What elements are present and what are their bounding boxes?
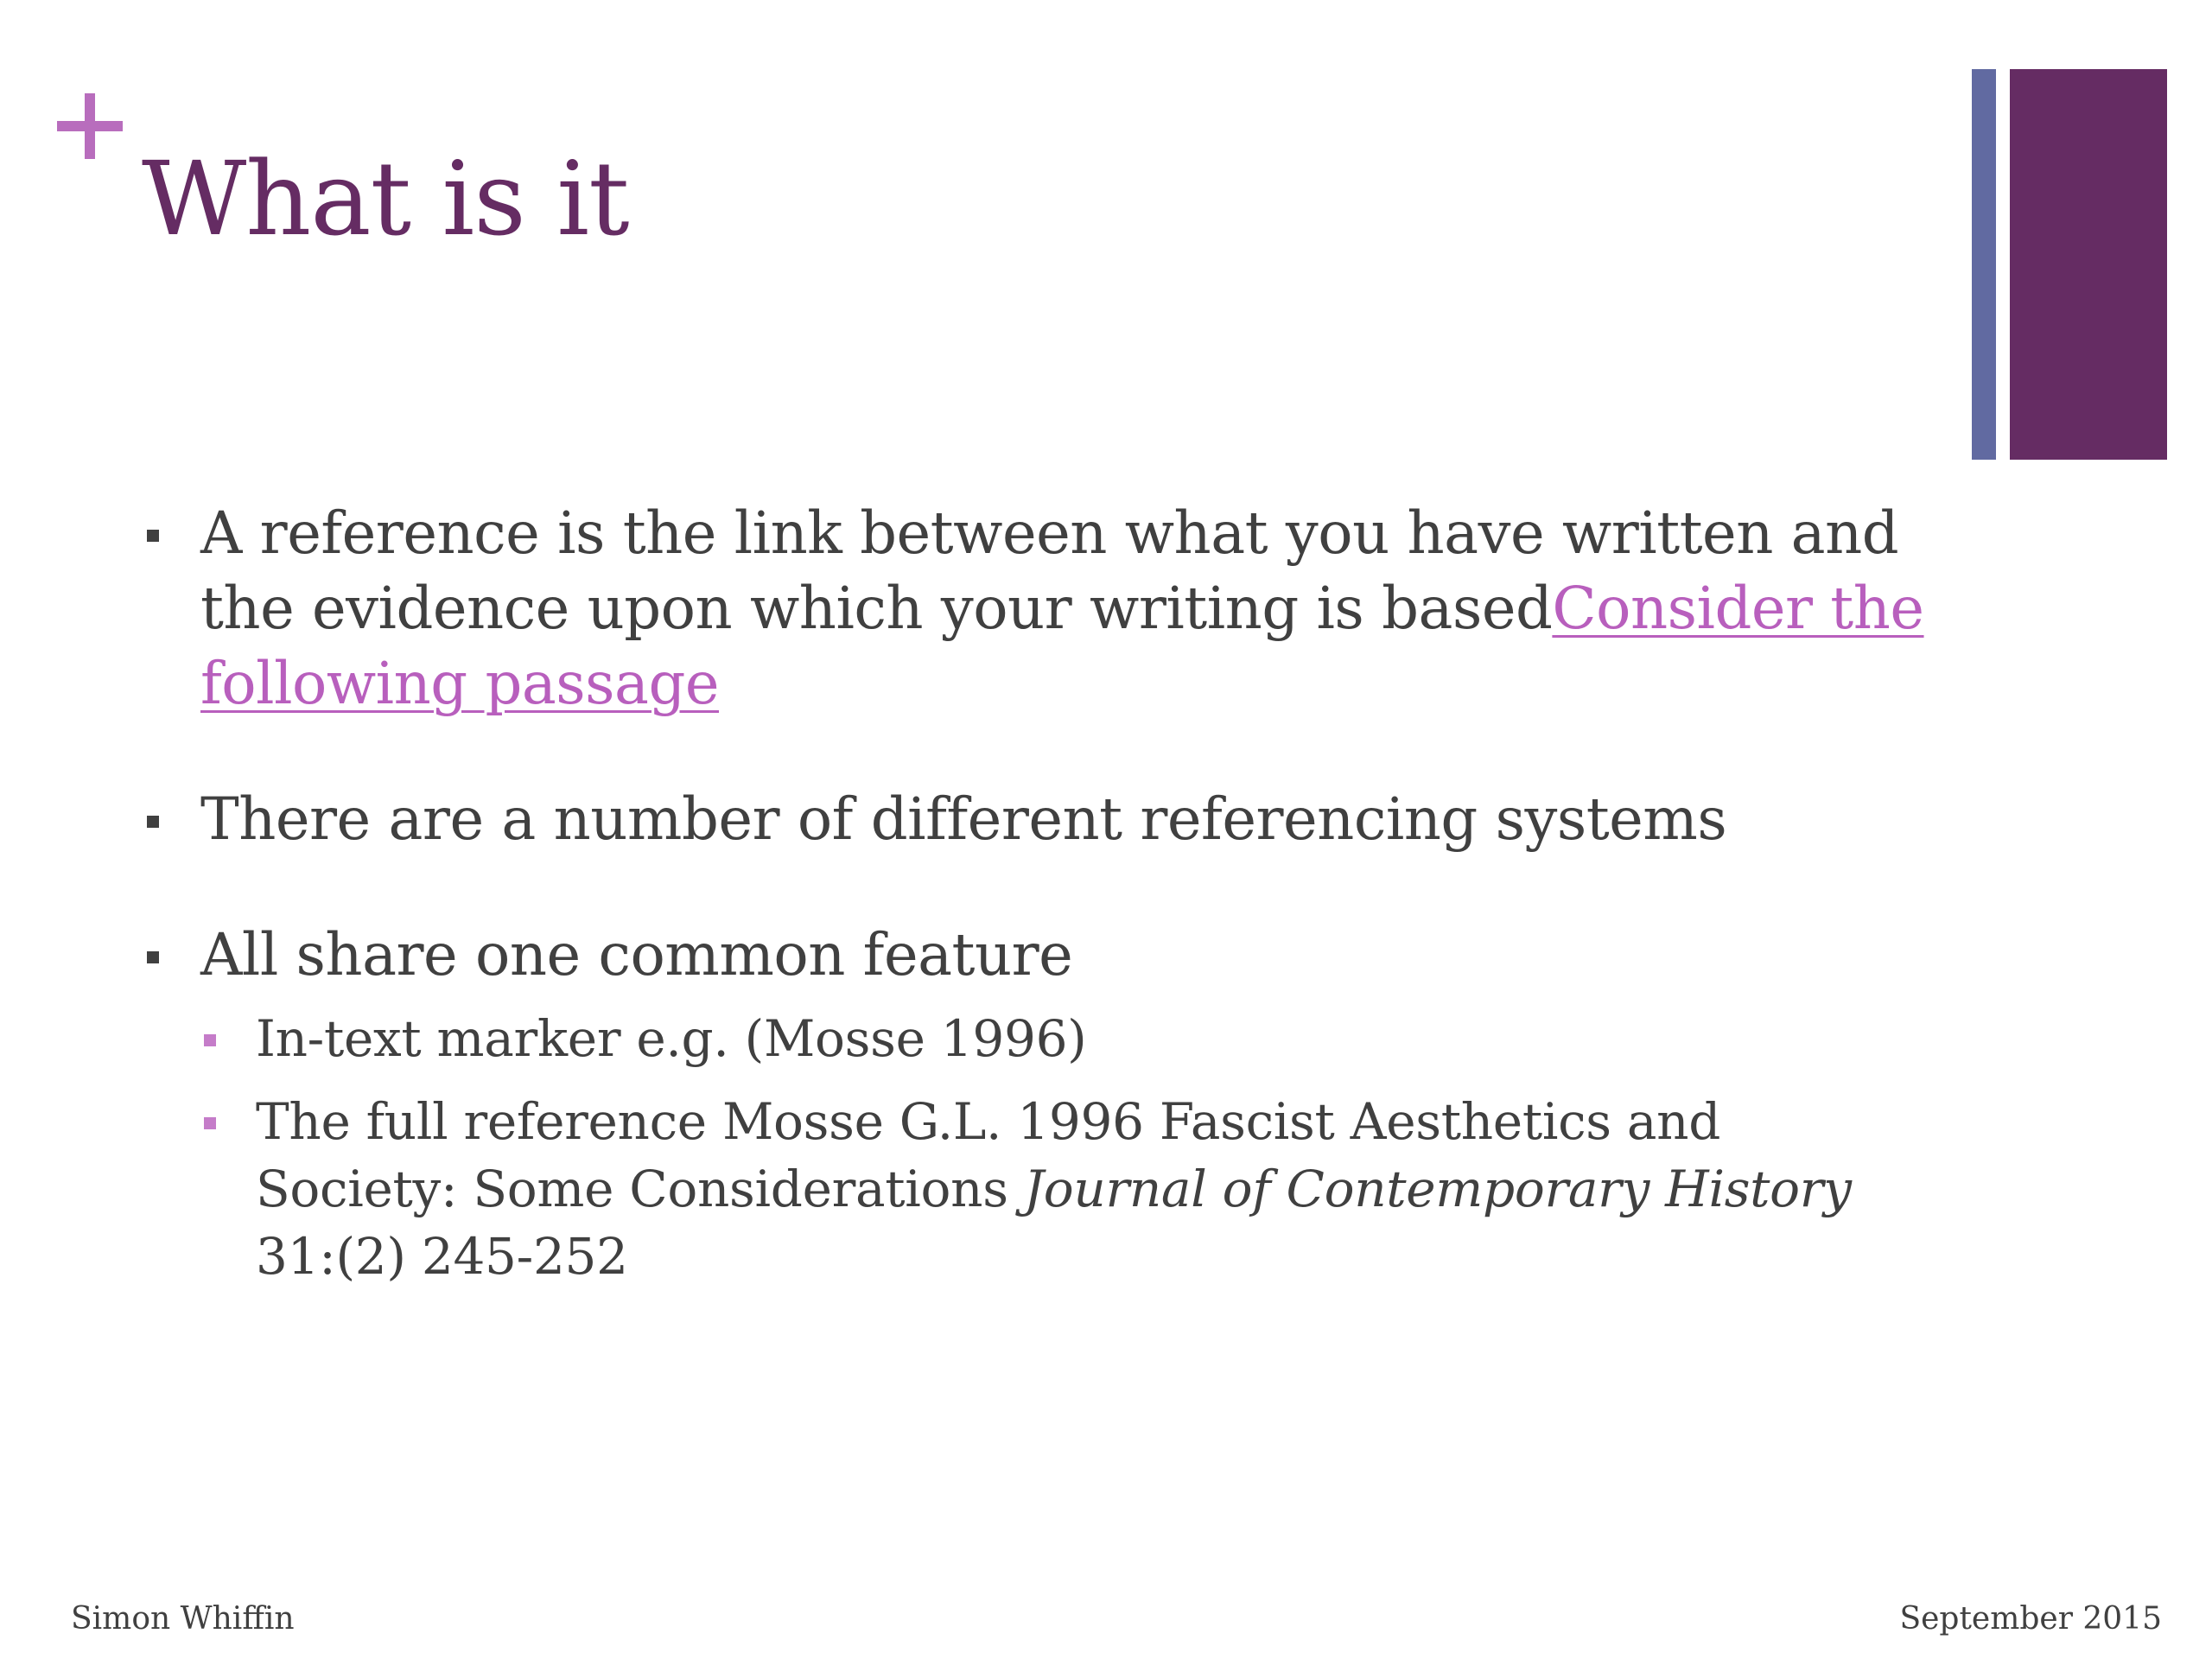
square-bullet-icon [204,1117,216,1129]
slide-title: What is it [142,139,629,258]
journal-title: Journal of Contemporary History [1023,1160,1852,1218]
footer-author: Simon Whiffin [71,1601,295,1637]
sub-bullet-list [138,1005,1936,1290]
accent-bar-thin [1972,69,1996,460]
bullet-item [138,496,1936,721]
reference-text: The full reference Mosse G.L. 1996 Fascist Aesthetics and Society: Some Considerations [256,1092,1721,1218]
sub-bullet-text: In-text marker e.g. (Mosse 1996) [256,1009,1087,1068]
sub-bullet-item [138,1005,1936,1072]
square-bullet-icon [147,530,159,542]
bullet-text: A reference is the link between what you have written and the evidence upon which your writing is based [200,499,1899,642]
sub-bullet-item [138,1088,1936,1290]
square-bullet-icon [147,816,159,828]
passage-link[interactable]: Consider the following passage [200,575,1924,717]
square-bullet-icon [147,951,159,963]
bullet-item [138,918,1936,993]
accent-bar-thick [2010,69,2167,460]
bullet-text: All share one common feature [200,921,1073,988]
slide-body [138,496,1936,1290]
plus-icon [57,93,123,159]
reference-pages: 31:(2) 245-252 [256,1227,628,1286]
footer-date: September 2015 [1899,1601,2162,1637]
bullet-text: There are a number of different referencing systems [200,785,1727,853]
bullet-item [138,782,1936,857]
square-bullet-icon [204,1034,216,1046]
